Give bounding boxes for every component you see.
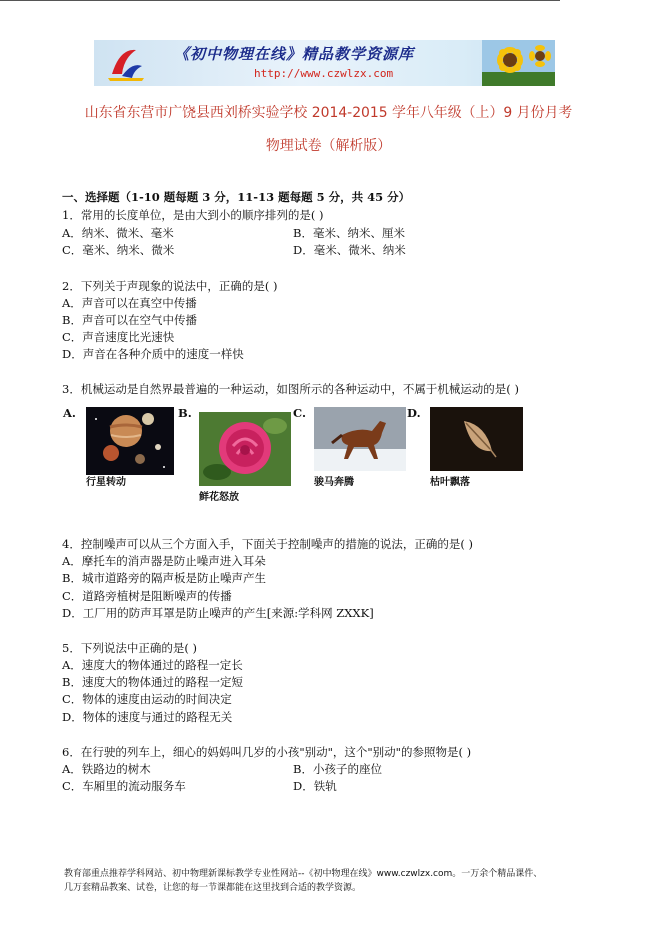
banner-title: 《初中物理在线》精品教学资源库 [174,45,415,63]
question-3-letter-d: D. [407,406,421,420]
header-divider [0,0,560,1]
footer-line2: 几万套精品教案、试卷，让您的每一节课都能在这里找到合适的教学资源。 [64,883,362,893]
question-5-option-c: C．物体的速度由运动的时间决定 [62,692,232,706]
question-5-option-d: D．物体的速度与通过的路程无关 [62,710,233,724]
question-1-option-a: A．纳米、微米、毫米 [62,226,174,240]
question-6-stem: 6．在行驶的列车上，细心的妈妈叫几岁的小孩"别动"，这个"别动"的参照物是( ) [62,745,472,759]
question-1-option-b: B．毫米、纳米、厘米 [293,226,405,240]
site-logo [106,44,146,82]
question-3-caption-d: 枯叶飘落 [430,477,470,488]
sunflower-image [482,40,555,86]
banner-url: http://www.czwlzx.com [254,67,394,80]
question-4-option-d: D．工厂用的防声耳罩是防止噪声的产生[来源:学科网 ZXXK] [62,606,374,620]
footer-line1: 教育部重点推荐学科网站、初中物理新课标教学专业性网站--《初中物理在线》www.czwlzx.com。一万余个精品课件、 [64,869,543,879]
question-2-stem: 2．下列关于声现象的说法中，正确的是( ) [62,279,278,293]
question-3-stem: 3．机械运动是自然界最普遍的一种运动，如图所示的各种运动中，不属于机械运动的是( ) [62,382,519,396]
question-3-caption-a: 行星转动 [86,477,126,488]
question-3-caption-c: 骏马奔腾 [314,477,354,488]
question-5-option-b: B．速度大的物体通过的路程一定短 [62,675,243,689]
question-3-letter-c: C. [293,406,306,420]
falling-leaf-image [430,407,523,471]
question-2-option-b: B．声音可以在空气中传播 [62,313,197,327]
question-6-option-b: B．小孩子的座位 [293,762,382,776]
question-5-option-a: A．速度大的物体通过的路程一定长 [62,658,243,672]
question-2-option-d: D．声音在各种介质中的速度一样快 [62,347,244,361]
horse-image [314,407,406,471]
question-1-option-c: C．毫米、纳米、微米 [62,243,175,257]
question-1-stem: 1．常用的长度单位，是由大到小的顺序排列的是( ) [62,208,324,222]
question-2-option-c: C．声音速度比光速快 [62,330,175,344]
question-4-option-b: B．城市道路旁的隔声板是防止噪声产生 [62,571,266,585]
question-6-option-a: A．铁路边的树木 [62,762,151,776]
section-heading: 一、选择题（1-10 题每题 3 分，11-13 题每题 5 分，共 45 分） [62,190,411,204]
question-3-caption-b: 鲜花怒放 [199,492,239,503]
question-4-option-a: A．摩托车的消声器是防止噪声进入耳朵 [62,554,266,568]
question-2-option-a: A．声音可以在真空中传播 [62,296,197,310]
question-3-letter-a: A. [63,406,76,420]
question-1-option-d: D．毫米、微米、纳米 [293,243,406,257]
question-6-option-c: C．车厢里的流动服务车 [62,779,186,793]
question-5-stem: 5．下列说法中正确的是( ) [62,641,197,655]
document-title-line2: 物理试卷（解析版） [265,138,392,154]
question-4-stem: 4．控制噪声可以从三个方面入手，下面关于控制噪声的措施的说法，正确的是( ) [62,537,473,551]
question-6-option-d: D．铁轨 [293,779,337,793]
rose-image [199,412,291,486]
document-title-line1: 山东省东营市广饶县西刘桥实验学校 2014-2015 学年八年级（上）9 月份月考 [84,105,573,121]
question-4-option-c: C．道路旁植树是阻断噪声的传播 [62,589,232,603]
planets-image [86,407,174,475]
question-3-letter-b: B. [178,406,192,420]
header-banner [94,40,555,86]
